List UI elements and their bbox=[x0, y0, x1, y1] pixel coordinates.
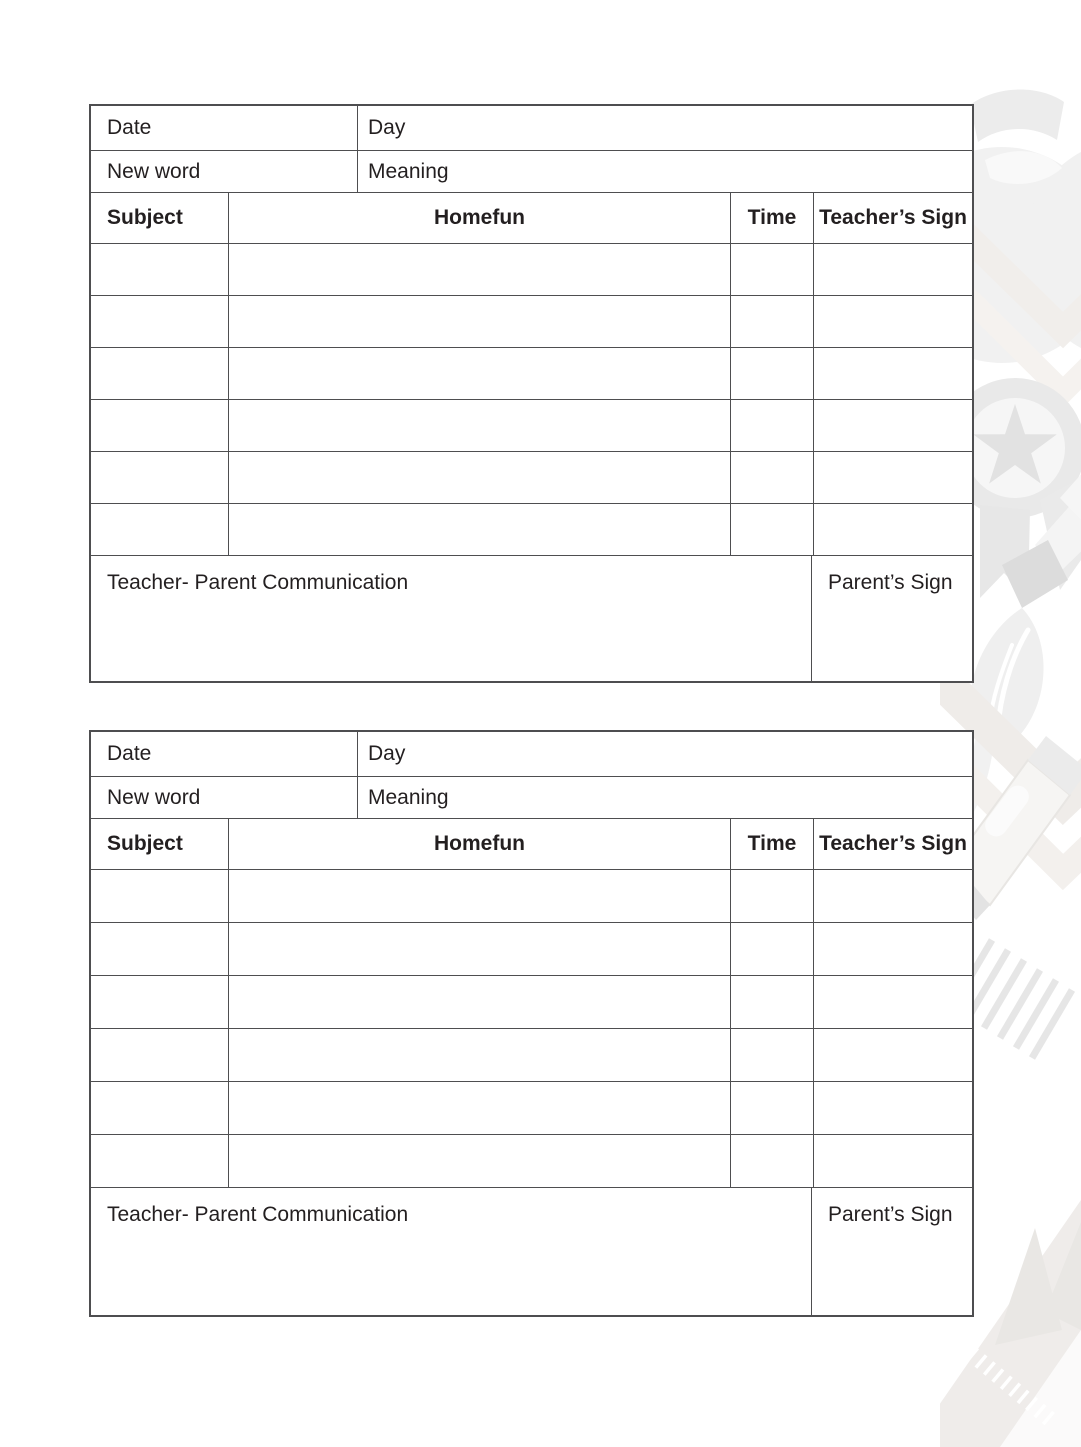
date-label: Date bbox=[107, 116, 152, 139]
teacher-sign-cell bbox=[814, 1135, 972, 1187]
homefun-cell bbox=[229, 1082, 731, 1134]
diary-entry-table-2 bbox=[89, 730, 974, 1317]
homefun-cell bbox=[229, 296, 731, 347]
meaning-label: Meaning bbox=[368, 785, 449, 809]
teacher-sign-header-cell bbox=[814, 193, 972, 243]
subject-cell bbox=[91, 296, 229, 347]
teacher-parent-communication-cell bbox=[91, 1188, 812, 1315]
subject-cell bbox=[91, 400, 229, 451]
new-word-cell bbox=[91, 151, 358, 192]
entry-row bbox=[91, 504, 972, 556]
day-cell bbox=[358, 732, 972, 776]
column-header-row bbox=[91, 819, 972, 870]
time-label: Time bbox=[747, 832, 797, 855]
homefun-cell bbox=[229, 348, 731, 399]
new-word-row bbox=[91, 777, 972, 819]
teacher-sign-label: Teacher’s Sign bbox=[819, 206, 967, 229]
subject-cell bbox=[91, 976, 229, 1028]
homefun-cell bbox=[229, 400, 731, 451]
subject-cell bbox=[91, 1029, 229, 1081]
entry-row bbox=[91, 400, 972, 452]
teacher-sign-cell bbox=[814, 923, 972, 975]
homefun-cell bbox=[229, 1029, 731, 1081]
new-word-cell bbox=[91, 777, 358, 818]
homefun-cell bbox=[229, 504, 731, 555]
new-word-row bbox=[91, 151, 972, 193]
entry-row bbox=[91, 244, 972, 296]
day-label: Day bbox=[368, 116, 406, 139]
date-cell bbox=[91, 732, 358, 776]
subject-cell bbox=[91, 1082, 229, 1134]
homefun-cell bbox=[229, 244, 731, 295]
subject-cell bbox=[91, 504, 229, 555]
time-cell bbox=[731, 400, 814, 451]
teacher-sign-cell bbox=[814, 1082, 972, 1134]
time-cell bbox=[731, 244, 814, 295]
subject-cell bbox=[91, 1135, 229, 1187]
time-label: Time bbox=[747, 206, 797, 229]
communication-label: Teacher- Parent Communication bbox=[107, 1203, 409, 1226]
communication-row bbox=[91, 1188, 972, 1315]
teacher-sign-cell bbox=[814, 244, 972, 295]
homefun-header-cell bbox=[229, 819, 731, 869]
homefun-cell bbox=[229, 870, 731, 922]
teacher-sign-cell bbox=[814, 296, 972, 347]
date-cell bbox=[91, 106, 358, 150]
time-cell bbox=[731, 348, 814, 399]
entry-row bbox=[91, 296, 972, 348]
time-header-cell bbox=[731, 819, 814, 869]
communication-label: Teacher- Parent Communication bbox=[107, 571, 409, 594]
homefun-cell bbox=[229, 452, 731, 503]
meaning-label: Meaning bbox=[368, 159, 449, 183]
time-cell bbox=[731, 976, 814, 1028]
entry-row bbox=[91, 348, 972, 400]
subject-cell bbox=[91, 244, 229, 295]
subject-label: Subject bbox=[107, 832, 183, 855]
subject-cell bbox=[91, 452, 229, 503]
homefun-label: Homefun bbox=[434, 832, 525, 855]
parent-sign-label: Parent’s Sign bbox=[828, 1203, 953, 1226]
entry-row bbox=[91, 976, 972, 1029]
diary-entry-table-1 bbox=[89, 104, 974, 683]
homefun-header-cell bbox=[229, 193, 731, 243]
subject-cell bbox=[91, 348, 229, 399]
meaning-cell bbox=[358, 777, 972, 818]
entry-row bbox=[91, 1082, 972, 1135]
entry-row bbox=[91, 1135, 972, 1188]
parent-sign-cell bbox=[812, 556, 972, 681]
subject-label: Subject bbox=[107, 206, 183, 229]
teacher-sign-cell bbox=[814, 1029, 972, 1081]
time-cell bbox=[731, 1082, 814, 1134]
homefun-cell bbox=[229, 1135, 731, 1187]
column-header-row bbox=[91, 193, 972, 244]
entry-row bbox=[91, 452, 972, 504]
subject-header-cell bbox=[91, 193, 229, 243]
teacher-sign-cell bbox=[814, 870, 972, 922]
date-label: Date bbox=[107, 742, 152, 765]
new-word-label: New word bbox=[107, 785, 201, 809]
subject-cell bbox=[91, 870, 229, 922]
date-day-row bbox=[91, 732, 972, 777]
teacher-sign-cell bbox=[814, 452, 972, 503]
time-header-cell bbox=[731, 193, 814, 243]
teacher-sign-cell bbox=[814, 348, 972, 399]
teacher-sign-cell bbox=[814, 400, 972, 451]
time-cell bbox=[731, 296, 814, 347]
homefun-label: Homefun bbox=[434, 206, 525, 229]
parent-sign-label: Parent’s Sign bbox=[828, 571, 953, 594]
subject-cell bbox=[91, 923, 229, 975]
time-cell bbox=[731, 1029, 814, 1081]
teacher-sign-cell bbox=[814, 976, 972, 1028]
time-cell bbox=[731, 504, 814, 555]
time-cell bbox=[731, 452, 814, 503]
entry-row bbox=[91, 1029, 972, 1082]
meaning-cell bbox=[358, 151, 972, 192]
teacher-sign-header-cell bbox=[814, 819, 972, 869]
day-cell bbox=[358, 106, 972, 150]
time-cell bbox=[731, 1135, 814, 1187]
new-word-label: New word bbox=[107, 159, 201, 183]
time-cell bbox=[731, 870, 814, 922]
parent-sign-cell bbox=[812, 1188, 972, 1315]
subject-header-cell bbox=[91, 819, 229, 869]
entry-row bbox=[91, 923, 972, 976]
communication-row bbox=[91, 556, 972, 681]
teacher-sign-cell bbox=[814, 504, 972, 555]
day-label: Day bbox=[368, 742, 406, 765]
homefun-cell bbox=[229, 923, 731, 975]
teacher-parent-communication-cell bbox=[91, 556, 812, 681]
date-day-row bbox=[91, 106, 972, 151]
time-cell bbox=[731, 923, 814, 975]
entry-row bbox=[91, 870, 972, 923]
teacher-sign-label: Teacher’s Sign bbox=[819, 832, 967, 855]
homefun-cell bbox=[229, 976, 731, 1028]
